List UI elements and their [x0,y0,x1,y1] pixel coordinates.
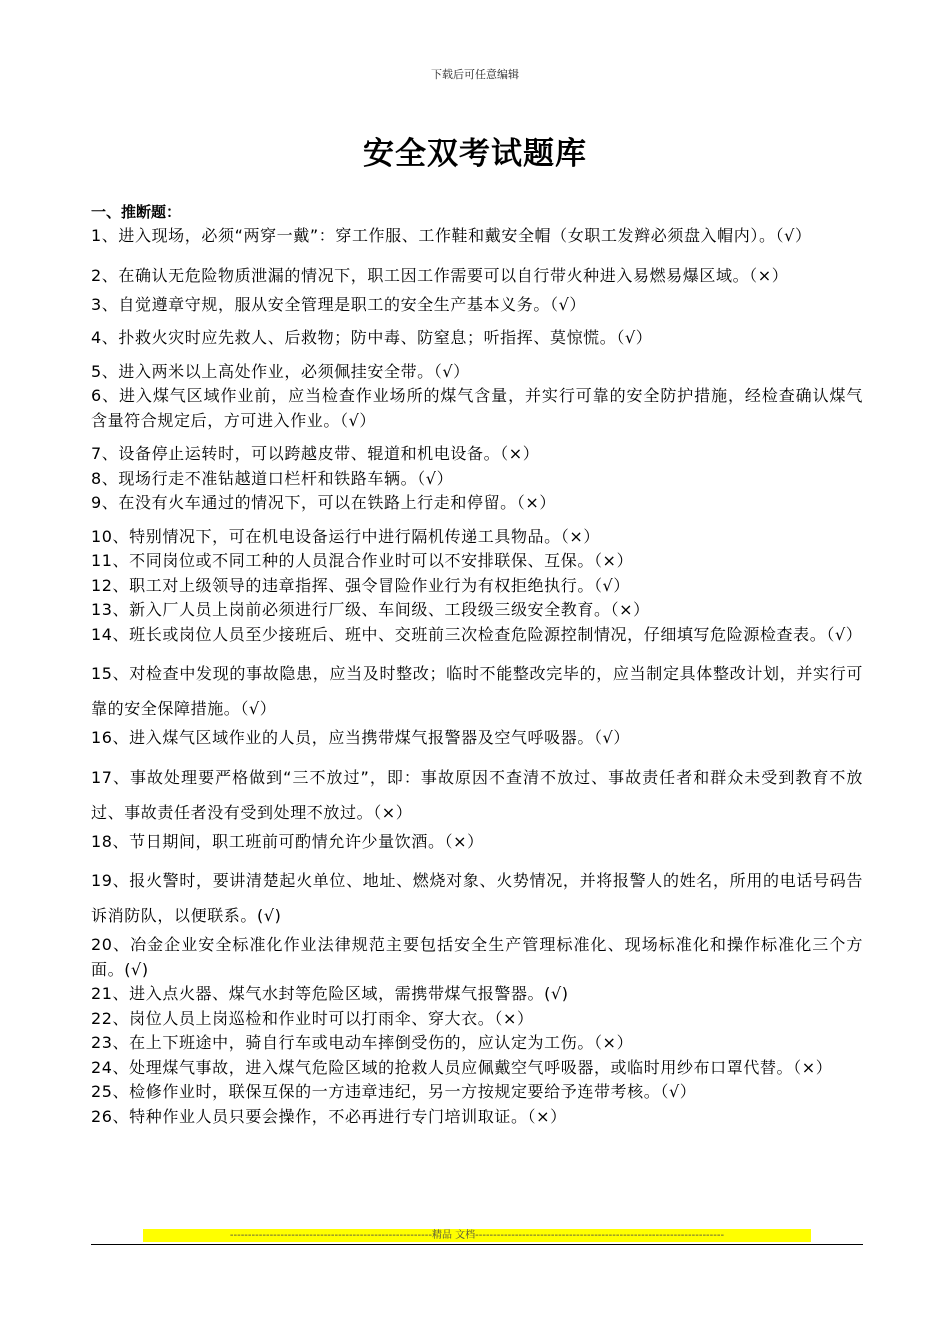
question-item: 16、进入煤气区域作业的人员，应当携带煤气报警器及空气呼吸器。（√） [91,728,630,747]
question-item: 4、扑救火灾时应先救人、后救物；防中毒、防窒息；听指挥、莫惊慌。（√） [91,328,653,347]
question-item: 7、设备停止运转时，可以跨越皮带、辊道和机电设备。（×） [91,444,540,463]
question-item: 3、自觉遵章守规，服从安全管理是职工的安全生产基本义务。（√） [91,294,586,314]
question-item: 26、特种作业人员只要会操作，不必再进行专门培训取证。（×） [91,1106,567,1126]
question-item: 24、处理煤气事故，进入煤气危险区域的抢救人员应佩戴空气呼吸器，或临时用纱布口罩代替。（×） [91,1057,833,1077]
question-item: 10、特别情况下，可在机电设备运行中进行隔机传递工具物品。（×） [91,526,600,546]
footer-divider [91,1244,863,1245]
question-item: 1、进入现场，必须“两穿一戴”：穿工作服、工作鞋和戴安全帽（女职工发辫必须盘入帽内）。（√） [91,226,812,245]
question-item: 15、对检查中发现的事故隐患，应当及时整改；临时不能整改完毕的，应当制定具体整改计划，并实行可靠的安全保障措施。（√） [91,664,863,718]
question-item: 6、进入煤气区域作业前，应当检查作业场所的煤气含量，并实行可靠的安全防护措施，经检查确认煤气含量符合规定后，方可进入作业。（√） [91,386,863,430]
question-item: 12、职工对上级领导的违章指挥、强令冒险作业行为有权拒绝执行。（√） [91,575,630,595]
question-item: 9、在没有火车通过的情况下，可以在铁路上行走和停留。（×） [91,493,556,512]
footer-banner: --------------------------------------------------------精品 文档--------------------------------------------------------------------- [143,1229,811,1242]
question-item: 2、在确认无危险物质泄漏的情况下，职工因工作需要可以自行带火种进入易燃易爆区域。（×） [91,265,789,285]
question-item: 20、冶金企业安全标准化作业法律规范主要包括安全生产管理标准化、现场标准化和操作标准化三个方面。(√) [91,935,863,979]
question-item: 22、岗位人员上岗巡检和作业时可以打雨伞、穿大衣。（×） [91,1008,534,1028]
document-title: 安全双考试题库 [363,136,587,172]
question-item: 25、检修作业时，联保互保的一方违章违纪，另一方按规定要给予连带考核。（√） [91,1082,697,1101]
question-item: 19、报火警时，要讲清楚起火单位、地址、燃烧对象、火势情况，并将报警人的姓名，所用的电话号码告诉消防队，以便联系。(√) [91,871,863,925]
question-item: 11、不同岗位或不同工种的人员混合作业时可以不安排联保、互保。（×） [91,551,634,570]
question-item: 14、班长或岗位人员至少接班后、班中、交班前三次检查危险源控制情况，仔细填写危险源检查表。（√） [91,624,863,644]
question-item: 13、新入厂人员上岗前必须进行厂级、车间级、工段级三级安全教育。（×） [91,600,650,619]
question-item: 18、节日期间，职工班前可酌情允许少量饮酒。（×） [91,831,484,851]
question-item: 21、进入点火器、煤气水封等危险区域，需携带煤气报警器。(√) [91,984,569,1003]
question-item: 23、在上下班途中，骑自行车或电动车摔倒受伤的，应认定为工伤。（×） [91,1033,634,1052]
question-item: 5、进入两米以上高处作业，必须佩挂安全带。（√） [91,361,470,381]
section-title: 一、推断题： [91,203,182,221]
question-item: 8、现场行走不准钻越道口栏杆和铁路车辆。（√） [91,468,454,488]
question-item: 17、事故处理要严格做到“三不放过”，即：事故原因不查清不放过、事故责任者和群众未受到教育不放过、事故责任者没有受到处理不放过。（×） [91,767,863,822]
question-list [91,200,863,1129]
header-note: 下载后可任意编辑 [431,68,519,81]
